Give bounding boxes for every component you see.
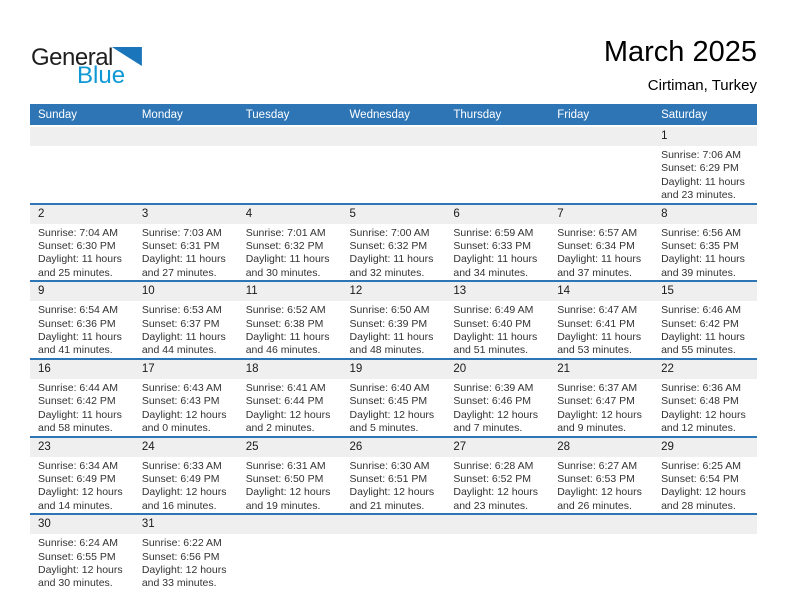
detail-line: Daylight: 11 hours bbox=[349, 253, 434, 266]
detail-line: Sunrise: 6:25 AM bbox=[661, 459, 742, 472]
detail-line: Daylight: 11 hours bbox=[38, 253, 122, 266]
day-sun-details bbox=[30, 379, 134, 436]
day-number bbox=[549, 515, 653, 534]
detail-line: and 37 minutes. bbox=[557, 266, 632, 279]
detail-line: and 0 minutes. bbox=[141, 422, 211, 435]
detail-line: Sunset: 6:29 PM bbox=[661, 162, 739, 175]
detail-line: Daylight: 12 hours bbox=[245, 408, 331, 421]
empty-day-cell bbox=[238, 126, 342, 204]
logo-text-blue: Blue bbox=[77, 62, 126, 89]
detail-line: Sunrise: 6:41 AM bbox=[245, 381, 326, 394]
detail-line: Sunrise: 6:46 AM bbox=[661, 304, 742, 317]
detail-line: Daylight: 12 hours bbox=[557, 486, 642, 499]
day-number bbox=[342, 127, 446, 146]
detail-line: Daylight: 11 hours bbox=[661, 253, 745, 266]
day-number: 1 bbox=[653, 127, 757, 146]
detail-line: Sunset: 6:32 PM bbox=[349, 240, 428, 253]
detail-line: Sunset: 6:51 PM bbox=[349, 472, 428, 485]
detail-line: Sunset: 6:31 PM bbox=[141, 240, 220, 253]
detail-line: Sunset: 6:52 PM bbox=[453, 472, 532, 485]
day-number: 6 bbox=[445, 205, 549, 224]
day-number: 18 bbox=[238, 360, 342, 379]
day-sun-details bbox=[445, 457, 549, 514]
location-subtitle: Cirtiman, Turkey bbox=[647, 77, 757, 94]
week-row bbox=[30, 437, 757, 515]
day-sun-details bbox=[653, 301, 757, 358]
detail-line: Sunrise: 6:52 AM bbox=[245, 304, 326, 317]
day-cell bbox=[342, 437, 446, 515]
detail-line: and 23 minutes. bbox=[661, 189, 736, 202]
weekday-header: Sunday bbox=[30, 104, 134, 126]
day-number bbox=[238, 127, 342, 146]
day-cell bbox=[445, 359, 549, 437]
detail-line: and 58 minutes. bbox=[38, 422, 113, 435]
day-cell bbox=[445, 204, 549, 282]
empty-day-cell bbox=[30, 126, 134, 204]
day-cell bbox=[134, 204, 238, 282]
empty-day-cell bbox=[238, 514, 342, 591]
day-sun-details bbox=[445, 301, 549, 358]
empty-day-cell bbox=[549, 126, 653, 204]
day-cell bbox=[653, 204, 757, 282]
day-number: 31 bbox=[134, 515, 238, 534]
day-sun-details bbox=[134, 534, 238, 591]
detail-line: Sunrise: 6:57 AM bbox=[557, 226, 638, 239]
day-number bbox=[134, 127, 238, 146]
empty-day-cell bbox=[653, 514, 757, 591]
detail-line: Daylight: 12 hours bbox=[349, 486, 435, 499]
day-cell bbox=[445, 281, 549, 359]
day-cell bbox=[342, 359, 446, 437]
day-number: 30 bbox=[30, 515, 134, 534]
day-number bbox=[238, 515, 342, 534]
detail-line: and 23 minutes. bbox=[453, 499, 529, 512]
detail-line: Sunrise: 6:37 AM bbox=[557, 381, 638, 394]
detail-line: and 16 minutes. bbox=[141, 499, 217, 512]
day-number bbox=[445, 127, 549, 146]
day-number: 24 bbox=[134, 438, 238, 457]
detail-line: Sunset: 6:39 PM bbox=[349, 317, 428, 330]
day-number: 19 bbox=[342, 360, 446, 379]
weekday-header: Monday bbox=[134, 104, 238, 126]
day-cell bbox=[30, 281, 134, 359]
detail-line: Sunrise: 7:03 AM bbox=[141, 226, 222, 239]
detail-line: and 55 minutes. bbox=[661, 344, 736, 357]
detail-line: Daylight: 12 hours bbox=[453, 408, 539, 421]
day-number: 25 bbox=[238, 438, 342, 457]
day-sun-details bbox=[30, 534, 134, 591]
day-sun-details bbox=[342, 457, 446, 514]
day-number bbox=[653, 515, 757, 534]
detail-line: and 9 minutes. bbox=[557, 422, 627, 435]
day-sun-details bbox=[653, 224, 757, 281]
day-cell bbox=[134, 359, 238, 437]
day-number: 4 bbox=[238, 205, 342, 224]
day-number: 21 bbox=[549, 360, 653, 379]
week-row bbox=[30, 359, 757, 437]
detail-line: Daylight: 11 hours bbox=[141, 331, 226, 344]
day-cell bbox=[134, 281, 238, 359]
day-cell bbox=[342, 204, 446, 282]
day-cell bbox=[549, 204, 653, 282]
day-sun-details bbox=[30, 457, 134, 514]
detail-line: Sunset: 6:45 PM bbox=[349, 395, 428, 408]
day-number: 2 bbox=[30, 205, 134, 224]
detail-line: and 30 minutes. bbox=[38, 577, 113, 590]
detail-line: Sunrise: 6:56 AM bbox=[661, 226, 742, 239]
detail-line: Daylight: 12 hours bbox=[141, 563, 227, 576]
detail-line: Sunrise: 6:50 AM bbox=[349, 304, 430, 317]
day-sun-details bbox=[653, 457, 757, 514]
day-number: 12 bbox=[342, 282, 446, 301]
logo-text-general: General bbox=[31, 44, 113, 71]
day-sun-details bbox=[653, 146, 757, 203]
detail-line: Daylight: 12 hours bbox=[453, 486, 539, 499]
day-sun-details bbox=[238, 301, 342, 358]
day-cell bbox=[653, 437, 757, 515]
week-row bbox=[30, 514, 757, 591]
day-sun-details bbox=[445, 379, 549, 436]
day-number: 20 bbox=[445, 360, 549, 379]
detail-line: Daylight: 11 hours bbox=[349, 331, 434, 344]
detail-line: Daylight: 11 hours bbox=[38, 408, 122, 421]
day-cell bbox=[549, 359, 653, 437]
month-calendar-table bbox=[30, 104, 757, 591]
detail-line: Sunset: 6:30 PM bbox=[38, 240, 116, 253]
detail-line: and 48 minutes. bbox=[349, 344, 425, 357]
detail-line: Sunrise: 6:43 AM bbox=[141, 381, 222, 394]
detail-line: Daylight: 12 hours bbox=[661, 486, 746, 499]
day-sun-details bbox=[549, 457, 653, 514]
day-number: 16 bbox=[30, 360, 134, 379]
detail-line: Daylight: 12 hours bbox=[245, 486, 331, 499]
detail-line: Sunrise: 6:44 AM bbox=[38, 381, 118, 394]
detail-line: Sunrise: 6:47 AM bbox=[557, 304, 638, 317]
day-sun-details bbox=[238, 379, 342, 436]
day-cell bbox=[653, 281, 757, 359]
day-number: 3 bbox=[134, 205, 238, 224]
day-sun-details bbox=[342, 301, 446, 358]
day-cell bbox=[238, 359, 342, 437]
detail-line: Sunrise: 6:36 AM bbox=[661, 381, 742, 394]
weekday-header-row bbox=[30, 104, 757, 126]
detail-line: Sunrise: 6:34 AM bbox=[38, 459, 118, 472]
detail-line: Daylight: 11 hours bbox=[661, 175, 745, 188]
detail-line: Sunrise: 6:30 AM bbox=[349, 459, 430, 472]
day-number: 23 bbox=[30, 438, 134, 457]
detail-line: and 21 minutes. bbox=[349, 499, 425, 512]
detail-line: Sunrise: 6:59 AM bbox=[453, 226, 534, 239]
day-cell bbox=[549, 437, 653, 515]
day-number: 14 bbox=[549, 282, 653, 301]
day-number: 15 bbox=[653, 282, 757, 301]
detail-line: Daylight: 12 hours bbox=[38, 486, 123, 499]
detail-line: Sunrise: 6:27 AM bbox=[557, 459, 638, 472]
day-sun-details bbox=[549, 224, 653, 281]
detail-line: and 14 minutes. bbox=[38, 499, 113, 512]
day-cell bbox=[653, 126, 757, 204]
calendar-body bbox=[30, 126, 757, 591]
day-sun-details bbox=[549, 379, 653, 436]
day-sun-details bbox=[549, 301, 653, 358]
detail-line: and 34 minutes. bbox=[453, 266, 529, 279]
day-sun-details bbox=[653, 379, 757, 436]
day-cell bbox=[445, 437, 549, 515]
detail-line: Sunset: 6:43 PM bbox=[141, 395, 220, 408]
detail-line: Sunrise: 6:33 AM bbox=[141, 459, 222, 472]
detail-line: Daylight: 11 hours bbox=[453, 331, 538, 344]
detail-line: Sunset: 6:40 PM bbox=[453, 317, 532, 330]
detail-line: and 12 minutes. bbox=[661, 422, 736, 435]
weekday-header: Saturday bbox=[653, 104, 757, 126]
day-cell bbox=[30, 514, 134, 591]
day-number bbox=[445, 515, 549, 534]
week-row bbox=[30, 281, 757, 359]
day-sun-details bbox=[134, 224, 238, 281]
empty-day-cell bbox=[445, 514, 549, 591]
day-sun-details bbox=[30, 301, 134, 358]
detail-line: and 33 minutes. bbox=[141, 577, 217, 590]
day-sun-details bbox=[342, 224, 446, 281]
empty-day-cell bbox=[342, 514, 446, 591]
day-number: 9 bbox=[30, 282, 134, 301]
detail-line: Sunset: 6:32 PM bbox=[245, 240, 324, 253]
detail-line: Daylight: 12 hours bbox=[38, 563, 123, 576]
detail-line: and 30 minutes. bbox=[245, 266, 321, 279]
detail-line: Sunset: 6:49 PM bbox=[141, 472, 220, 485]
detail-line: Daylight: 11 hours bbox=[141, 253, 226, 266]
day-number: 29 bbox=[653, 438, 757, 457]
detail-line: and 26 minutes. bbox=[557, 499, 632, 512]
day-number: 26 bbox=[342, 438, 446, 457]
empty-day-cell bbox=[549, 514, 653, 591]
day-number: 11 bbox=[238, 282, 342, 301]
detail-line: Sunset: 6:34 PM bbox=[557, 240, 635, 253]
detail-line: Daylight: 12 hours bbox=[141, 408, 227, 421]
day-cell bbox=[134, 437, 238, 515]
day-sun-details bbox=[445, 224, 549, 281]
detail-line: Sunrise: 6:39 AM bbox=[453, 381, 534, 394]
detail-line: Daylight: 11 hours bbox=[245, 331, 330, 344]
day-sun-details bbox=[134, 301, 238, 358]
detail-line: Daylight: 11 hours bbox=[245, 253, 330, 266]
day-sun-details bbox=[238, 457, 342, 514]
detail-line: Daylight: 11 hours bbox=[557, 331, 642, 344]
detail-line: Sunrise: 6:53 AM bbox=[141, 304, 222, 317]
empty-day-cell bbox=[445, 126, 549, 204]
detail-line: Sunset: 6:46 PM bbox=[453, 395, 532, 408]
day-number: 13 bbox=[445, 282, 549, 301]
detail-line: Daylight: 12 hours bbox=[661, 408, 746, 421]
detail-line: Daylight: 11 hours bbox=[38, 331, 122, 344]
detail-line: Sunset: 6:44 PM bbox=[245, 395, 324, 408]
detail-line: and 27 minutes. bbox=[141, 266, 217, 279]
detail-line: Daylight: 11 hours bbox=[557, 253, 642, 266]
day-cell bbox=[30, 359, 134, 437]
day-number bbox=[30, 127, 134, 146]
detail-line: Sunrise: 6:24 AM bbox=[38, 537, 118, 550]
day-sun-details bbox=[134, 457, 238, 514]
detail-line: Sunset: 6:38 PM bbox=[245, 317, 324, 330]
detail-line: Daylight: 11 hours bbox=[661, 331, 745, 344]
weekday-header: Tuesday bbox=[238, 104, 342, 126]
detail-line: Sunrise: 6:40 AM bbox=[349, 381, 430, 394]
day-cell bbox=[30, 204, 134, 282]
detail-line: Sunrise: 7:06 AM bbox=[661, 149, 742, 161]
detail-line: Sunrise: 6:54 AM bbox=[38, 304, 118, 317]
day-number: 10 bbox=[134, 282, 238, 301]
detail-line: Sunset: 6:33 PM bbox=[453, 240, 532, 253]
day-number bbox=[342, 515, 446, 534]
day-cell bbox=[134, 514, 238, 591]
detail-line: Sunrise: 6:28 AM bbox=[453, 459, 534, 472]
day-number bbox=[549, 127, 653, 146]
page-title: March 2025 bbox=[603, 36, 757, 68]
detail-line: Sunset: 6:53 PM bbox=[557, 472, 635, 485]
detail-line: and 2 minutes. bbox=[245, 422, 315, 435]
detail-line: and 44 minutes. bbox=[141, 344, 217, 357]
weekday-header: Wednesday bbox=[342, 104, 446, 126]
detail-line: and 32 minutes. bbox=[349, 266, 425, 279]
detail-line: Sunset: 6:54 PM bbox=[661, 472, 739, 485]
week-row bbox=[30, 126, 757, 204]
day-sun-details bbox=[342, 379, 446, 436]
day-number: 5 bbox=[342, 205, 446, 224]
detail-line: Sunset: 6:48 PM bbox=[661, 395, 739, 408]
weekday-header: Friday bbox=[549, 104, 653, 126]
detail-line: Sunrise: 6:22 AM bbox=[141, 537, 222, 550]
title-block bbox=[604, 36, 757, 94]
day-cell bbox=[238, 204, 342, 282]
detail-line: Daylight: 12 hours bbox=[141, 486, 227, 499]
week-row bbox=[30, 204, 757, 282]
day-number: 17 bbox=[134, 360, 238, 379]
day-sun-details bbox=[134, 379, 238, 436]
day-sun-details bbox=[238, 224, 342, 281]
general-blue-logo bbox=[31, 44, 142, 89]
detail-line: and 19 minutes. bbox=[245, 499, 321, 512]
detail-line: Daylight: 12 hours bbox=[349, 408, 435, 421]
detail-line: Sunset: 6:35 PM bbox=[661, 240, 739, 253]
detail-line: and 51 minutes. bbox=[453, 344, 529, 357]
detail-line: Daylight: 11 hours bbox=[453, 253, 538, 266]
detail-line: Daylight: 12 hours bbox=[557, 408, 642, 421]
detail-line: Sunset: 6:42 PM bbox=[38, 395, 116, 408]
detail-line: Sunset: 6:55 PM bbox=[38, 550, 116, 563]
detail-line: Sunrise: 6:31 AM bbox=[245, 459, 326, 472]
detail-line: Sunset: 6:42 PM bbox=[661, 317, 739, 330]
detail-line: Sunrise: 7:01 AM bbox=[245, 226, 326, 239]
day-number: 8 bbox=[653, 205, 757, 224]
detail-line: Sunrise: 7:04 AM bbox=[38, 226, 118, 239]
day-cell bbox=[238, 281, 342, 359]
day-number: 27 bbox=[445, 438, 549, 457]
day-cell bbox=[30, 437, 134, 515]
detail-line: Sunrise: 7:00 AM bbox=[349, 226, 430, 239]
detail-line: and 41 minutes. bbox=[38, 344, 113, 357]
detail-line: Sunset: 6:47 PM bbox=[557, 395, 635, 408]
day-cell bbox=[238, 437, 342, 515]
day-cell bbox=[342, 281, 446, 359]
detail-line: Sunset: 6:41 PM bbox=[557, 317, 635, 330]
detail-line: Sunset: 6:50 PM bbox=[245, 472, 324, 485]
day-sun-details bbox=[30, 224, 134, 281]
empty-day-cell bbox=[342, 126, 446, 204]
detail-line: Sunset: 6:49 PM bbox=[38, 472, 116, 485]
detail-line: Sunset: 6:37 PM bbox=[141, 317, 220, 330]
weekday-header: Thursday bbox=[445, 104, 549, 126]
day-cell bbox=[549, 281, 653, 359]
empty-day-cell bbox=[134, 126, 238, 204]
detail-line: and 7 minutes. bbox=[453, 422, 523, 435]
day-number: 28 bbox=[549, 438, 653, 457]
detail-line: Sunset: 6:56 PM bbox=[141, 550, 220, 563]
day-number: 22 bbox=[653, 360, 757, 379]
detail-line: and 25 minutes. bbox=[38, 266, 113, 279]
day-cell bbox=[653, 359, 757, 437]
detail-line: and 5 minutes. bbox=[349, 422, 419, 435]
detail-line: and 28 minutes. bbox=[661, 499, 736, 512]
detail-line: and 46 minutes. bbox=[245, 344, 321, 357]
detail-line: Sunrise: 6:49 AM bbox=[453, 304, 534, 317]
detail-line: Sunset: 6:36 PM bbox=[38, 317, 116, 330]
day-number: 7 bbox=[549, 205, 653, 224]
detail-line: and 53 minutes. bbox=[557, 344, 632, 357]
detail-line: and 39 minutes. bbox=[661, 266, 736, 279]
